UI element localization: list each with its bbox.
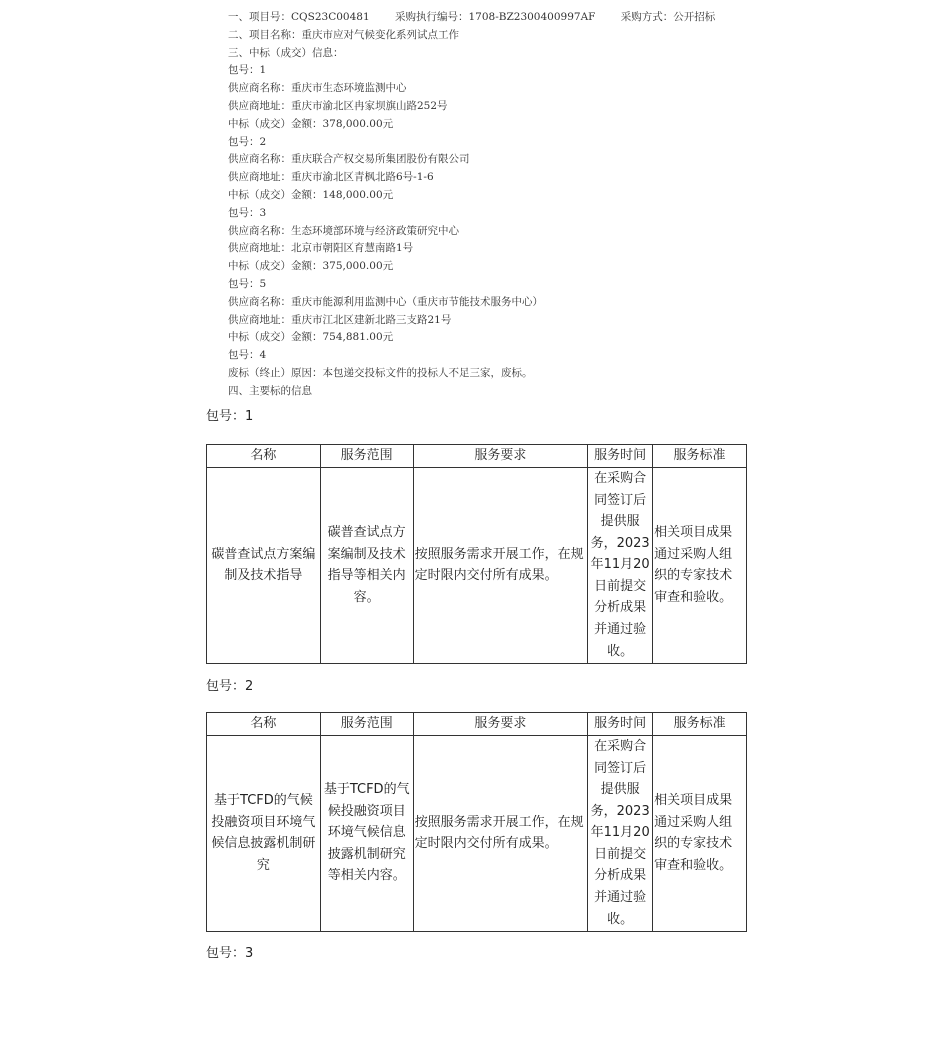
package-label-1: 包号：1 (206, 409, 254, 424)
subject-table-2 (206, 712, 747, 932)
cell-time: 在采购合同签订后提供服务，2023年11月20日前提交分析成果并通过验收。 (588, 735, 653, 931)
package-label-3: 包号：3 (206, 946, 254, 961)
award-supplier: 供应商名称：重庆联合产权交易所集团股份有限公司 (228, 153, 470, 166)
cell-requirement: 按照服务需求开展工作，在规定时限内交付所有成果。 (413, 735, 588, 931)
cell-requirement: 按照服务需求开展工作，在规定时限内交付所有成果。 (413, 467, 588, 663)
award-amount: 中标（成交）金额：375,000.00元 (228, 260, 394, 273)
package-label-2: 包号：2 (206, 679, 254, 694)
award-supplier: 供应商名称：重庆市生态环境监测中心 (228, 82, 407, 95)
award-package: 包号：3 (228, 206, 267, 219)
cell-name: 基于TCFD的气候投融资项目环境气候信息披露机制研究 (207, 735, 321, 931)
failed-reason: 废标（终止）原因：本包递交投标文件的投标人不足三家，废标。 (228, 366, 533, 379)
cell-standard: 相关项目成果通过采购人组织的专家技术审查和验收。 (653, 735, 747, 931)
project-name: 二、项目名称：重庆市应对气候变化系列试点工作 (228, 28, 459, 41)
col-header-standard: 服务标准 (653, 445, 747, 468)
col-header-name: 名称 (207, 445, 321, 468)
col-header-scope: 服务范围 (320, 445, 413, 468)
award-amount: 中标（成交）金额：148,000.00元 (228, 188, 394, 201)
award-address: 供应商地址：重庆市渝北区青枫北路6号-1-6 (228, 171, 434, 184)
award-package: 包号：5 (228, 277, 267, 290)
cell-standard: 相关项目成果通过采购人组织的专家技术审查和验收。 (653, 467, 747, 663)
col-header-requirement: 服务要求 (413, 713, 588, 736)
table-row (207, 735, 747, 931)
award-address: 供应商地址：重庆市渝北区冉家坝旗山路252号 (228, 99, 448, 112)
project-number: 一、项目号：CQS23C00481 (228, 11, 370, 23)
award-address: 供应商地址：北京市朝阳区育慧南路1号 (228, 242, 414, 255)
award-amount: 中标（成交）金额：754,881.00元 (228, 331, 394, 344)
col-header-name: 名称 (207, 713, 321, 736)
failed-package: 包号：4 (228, 349, 267, 362)
col-header-requirement: 服务要求 (413, 445, 588, 468)
award-supplier: 供应商名称：重庆市能源利用监测中心（重庆市节能技术服务中心） (228, 295, 543, 308)
col-header-time: 服务时间 (588, 445, 653, 468)
execution-number: 采购执行编号：1708-BZ2300400997AF (394, 11, 596, 23)
main-subject-heading: 四、主要标的信息 (228, 384, 312, 397)
procurement-method: 采购方式：公开招标 (620, 11, 716, 23)
col-header-scope: 服务范围 (320, 713, 413, 736)
table-header-row (207, 445, 747, 468)
table-row (207, 467, 747, 663)
award-supplier: 供应商名称：生态环境部环境与经济政策研究中心 (228, 224, 459, 237)
col-header-time: 服务时间 (588, 713, 653, 736)
cell-scope: 基于TCFD的气候投融资项目环境气候信息披露机制研究等相关内容。 (320, 735, 413, 931)
cell-scope: 碳普查试点方案编制及技术指导等相关内容。 (320, 467, 413, 663)
award-amount: 中标（成交）金额：378,000.00元 (228, 117, 394, 130)
cell-name: 碳普查试点方案编制及技术指导 (207, 467, 321, 663)
award-address: 供应商地址：重庆市江北区建新北路三支路21号 (228, 313, 452, 326)
award-info-heading: 三、中标（成交）信息： (228, 46, 344, 59)
header-line-1 (228, 9, 715, 27)
col-header-standard: 服务标准 (653, 713, 747, 736)
award-package: 包号：1 (228, 64, 267, 77)
table-header-row (207, 713, 747, 736)
procurement-info (228, 9, 715, 401)
award-package: 包号：2 (228, 135, 267, 148)
cell-time: 在采购合同签订后提供服务，2023年11月20日前提交分析成果并通过验收。 (588, 467, 653, 663)
subject-table-1 (206, 444, 747, 664)
